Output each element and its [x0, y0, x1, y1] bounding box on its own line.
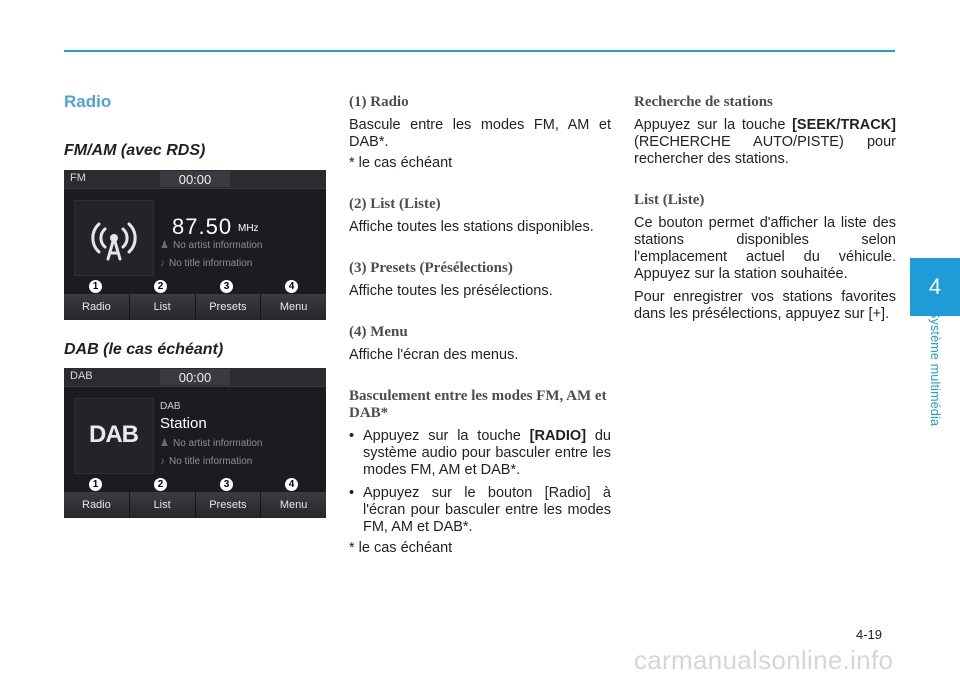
mode-label: DAB	[70, 370, 93, 382]
station-name: Station	[160, 415, 207, 432]
music-note-icon: ♪	[160, 258, 165, 269]
album-art	[74, 200, 154, 276]
note-2: * le cas échéant	[349, 540, 453, 556]
screen-header	[64, 170, 326, 189]
title-row	[160, 258, 252, 269]
para-list: Affiche toutes les stations disponibles.	[349, 219, 594, 235]
marker-3: 3	[220, 478, 233, 491]
watermark: carmanualsonline.info	[634, 645, 894, 675]
frequency: 87.50	[172, 214, 233, 239]
dab-logo: DAB	[89, 421, 138, 448]
presets-button[interactable]: Presets	[196, 294, 262, 320]
clock-box	[160, 369, 230, 385]
marker-2: 2	[154, 478, 167, 491]
artist-text: No artist information	[172, 240, 263, 251]
top-rule	[64, 50, 895, 52]
screen-buttons	[64, 492, 326, 518]
antenna-icon	[75, 201, 153, 275]
artist-row	[160, 240, 262, 251]
list-button[interactable]: List	[130, 294, 196, 320]
radio-button[interactable]: Radio	[64, 294, 130, 320]
person-icon: ♟	[160, 438, 169, 449]
para-presets: Affiche toutes les présélections.	[349, 283, 553, 299]
heading-radio: (1) Radio	[349, 94, 409, 110]
chapter-label: Système multimédia	[928, 310, 942, 427]
para-list: Ce bouton permet d'afficher la liste des stations disponibles selon l'emplacement actuel du véhicule. Appuyez sur la station souhaitée.	[634, 215, 896, 282]
marker-3: 3	[220, 280, 233, 293]
marker-1: 1	[89, 478, 102, 491]
presets-button[interactable]: Presets	[196, 492, 262, 518]
menu-button[interactable]: Menu	[261, 294, 326, 320]
column-2	[349, 94, 611, 557]
marker-4: 4	[285, 478, 298, 491]
menu-button[interactable]: Menu	[261, 492, 326, 518]
dab-label: DAB	[160, 401, 181, 412]
person-icon: ♟	[160, 240, 169, 251]
section-title: Radio	[64, 92, 112, 111]
radio-button[interactable]: Radio	[64, 492, 130, 518]
seek-key: [SEEK/TRACK]	[792, 117, 896, 133]
heading-list: List (Liste)	[634, 192, 705, 208]
artist-text: No artist information	[172, 438, 263, 449]
page-number: 4-19	[856, 627, 883, 642]
list-item: • Appuyez sur la touche [RADIO] du système audio pour basculer entre les modes FM, AM et DAB*.	[349, 428, 611, 478]
fm-screen	[64, 170, 326, 320]
title-text: No title information	[169, 258, 253, 269]
music-note-icon: ♪	[160, 456, 165, 467]
chapter-label-box	[916, 310, 956, 450]
fm-heading: FM/AM (avec RDS)	[64, 142, 206, 159]
marker-2: 2	[154, 280, 167, 293]
album-art	[74, 398, 154, 474]
marker-4: 4	[285, 280, 298, 293]
heading-search: Recherche de stations	[634, 94, 773, 110]
para-menu: Affiche l'écran des menus.	[349, 347, 519, 363]
dab-screen	[64, 368, 326, 518]
title-row	[160, 456, 252, 467]
screen-header	[64, 368, 326, 387]
dab-heading: DAB (le cas échéant)	[64, 341, 224, 358]
marker-1: 1	[89, 280, 102, 293]
clock-box	[160, 171, 230, 187]
note-1: * le cas échéant	[349, 155, 453, 171]
radio-key: [RADIO]	[529, 428, 587, 444]
heading-list: (2) List (Liste)	[349, 196, 441, 212]
chapter-number: 4	[928, 274, 942, 299]
column-3	[634, 94, 896, 323]
frequency-unit: MHz	[238, 223, 259, 234]
heading-switching: Basculement entre les modes FM, AM et DAB*	[349, 388, 607, 421]
chapter-tab	[910, 258, 960, 316]
title-text: No title information	[169, 456, 253, 467]
heading-presets: (3) Presets (Présélections)	[349, 260, 513, 276]
para-search: Appuyez sur la touche [SEEK/TRACK] (RECHERCHE AUTO/PISTE) pour rechercher des stations.	[634, 117, 896, 167]
mode-label: FM	[70, 172, 86, 184]
heading-menu: (4) Menu	[349, 324, 408, 340]
clock: 00:00	[178, 370, 212, 385]
list-item: • Appuyez sur le bouton [Radio] à l'écran pour basculer entre les modes FM, AM et DAB*.	[349, 485, 611, 535]
para-radio: Bascule entre les modes FM, AM et DAB*.	[349, 117, 611, 150]
screen-buttons	[64, 294, 326, 320]
clock: 00:00	[178, 172, 212, 187]
para-favorites: Pour enregistrer vos stations favorites dans les présélections, appuyez sur [+].	[634, 289, 896, 322]
artist-row	[160, 438, 262, 449]
list-button[interactable]: List	[130, 492, 196, 518]
